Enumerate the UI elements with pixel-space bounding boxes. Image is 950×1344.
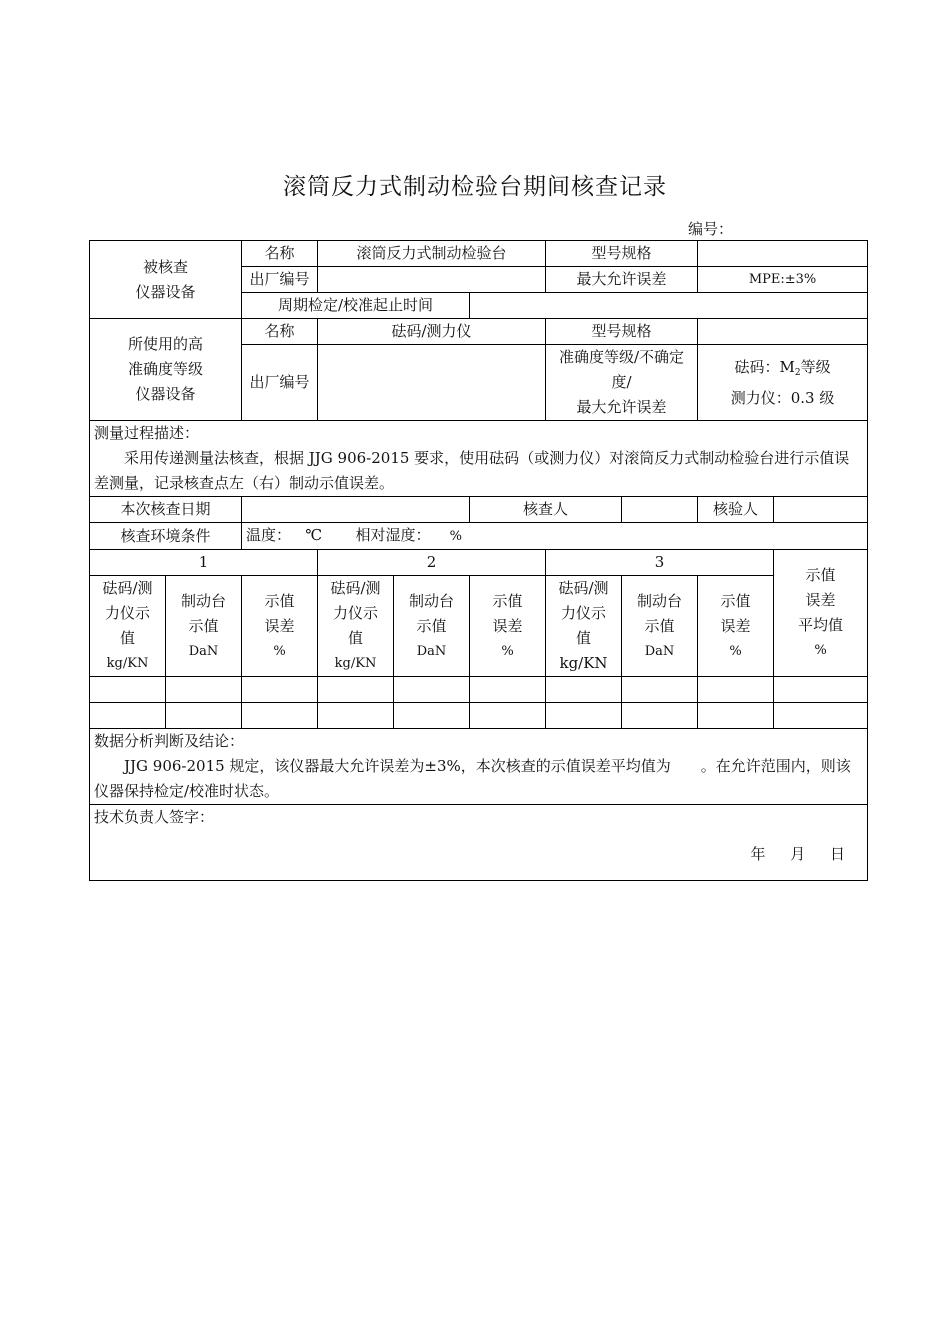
mpe-label: 最大允许误差 xyxy=(546,267,698,293)
g2-bench-header xyxy=(394,576,470,677)
g3-error-header xyxy=(698,576,774,677)
g1-bench-header xyxy=(166,576,242,677)
conclusion xyxy=(90,729,868,805)
period-value[interactable] xyxy=(470,293,868,319)
ref-accuracy-weight-post: 等级 xyxy=(800,357,831,376)
g2-weight-line2: 力仪示 xyxy=(333,604,379,622)
g1-error-header xyxy=(242,576,318,677)
ref-accuracy-label xyxy=(546,345,698,421)
humidity-unit: % xyxy=(449,529,462,544)
model-label: 型号规格 xyxy=(546,241,698,267)
ref-factory-no-label: 出厂编号 xyxy=(242,345,318,421)
period-label: 周期检定/校准起止时间 xyxy=(242,293,470,319)
g1-bench-line2: 示值 xyxy=(188,616,219,635)
g2-error-line2: 误差 xyxy=(492,616,523,635)
data-cell[interactable] xyxy=(622,677,698,703)
ref-model-value[interactable] xyxy=(698,319,868,345)
checked-device-label-line1: 被核查 xyxy=(143,257,189,276)
signature-block[interactable] xyxy=(90,805,868,881)
temp-unit: ℃ xyxy=(305,526,323,544)
avg-error-line1: 示值 xyxy=(805,566,836,584)
record-form xyxy=(89,240,868,881)
data-cell[interactable] xyxy=(318,703,394,729)
table-row xyxy=(90,677,868,703)
ref-accuracy-weight-sub: 2 xyxy=(794,367,801,378)
g1-bench-unit: DaN xyxy=(188,643,219,659)
ref-name-label: 名称 xyxy=(242,319,318,345)
ref-accuracy-label-line2: 最大允许误差 xyxy=(576,398,667,416)
ref-accuracy-weight-pre: 砝码：M xyxy=(734,357,795,376)
g1-weight-header xyxy=(90,576,166,677)
checked-device-label-line2: 仪器设备 xyxy=(135,282,196,301)
g2-bench-line1: 制动台 xyxy=(409,591,455,610)
reference-device-label-line1: 所使用的高 xyxy=(128,335,204,353)
g3-bench-header xyxy=(622,576,698,677)
serial-number-label: 编号： xyxy=(688,220,734,238)
table-row xyxy=(90,703,868,729)
data-cell[interactable] xyxy=(698,703,774,729)
signature-month: 月 xyxy=(790,845,806,863)
factory-no-value[interactable] xyxy=(318,267,546,293)
g1-weight-line2: 力仪示 xyxy=(104,604,150,622)
g3-error-line2: 误差 xyxy=(720,616,751,635)
signature-day: 日 xyxy=(830,845,846,863)
g2-weight-line1: 砝码/测 xyxy=(330,579,381,597)
reference-device-label xyxy=(90,319,242,421)
data-cell[interactable] xyxy=(394,703,470,729)
data-cell[interactable] xyxy=(242,677,318,703)
check-date-label: 本次核查日期 xyxy=(90,497,242,523)
g1-weight-unit: kg/KN xyxy=(106,656,149,671)
inspector-label: 核验人 xyxy=(698,497,774,523)
avg-error-line2: 误差 xyxy=(805,591,836,609)
g3-error-unit: % xyxy=(729,643,742,659)
name-value[interactable]: 滚筒反力式制动检验台 xyxy=(318,241,546,267)
signature-date xyxy=(94,842,863,867)
inspector-value[interactable] xyxy=(774,497,868,523)
reference-device-label-line2: 准确度等级 xyxy=(128,360,204,378)
g3-error-line1: 示值 xyxy=(720,591,751,610)
data-cell[interactable] xyxy=(318,677,394,703)
group-header-1: 1 xyxy=(90,550,318,576)
ref-accuracy-value-line2: 测力仪：0.3 级 xyxy=(730,388,835,407)
checker-value[interactable] xyxy=(622,497,698,523)
ref-accuracy-label-line1: 准确度等级/不确定度/ xyxy=(559,348,685,391)
process-heading: 测量过程描述： xyxy=(94,424,200,442)
signature-label: 技术负责人签字： xyxy=(94,808,215,826)
g3-bench-line2: 示值 xyxy=(644,616,675,635)
group-header-2: 2 xyxy=(318,550,546,576)
g2-bench-unit: DaN xyxy=(416,643,447,659)
data-cell[interactable] xyxy=(622,703,698,729)
data-cell[interactable] xyxy=(546,677,622,703)
humidity-label: 相对湿度： xyxy=(355,526,431,544)
data-cell[interactable] xyxy=(90,703,166,729)
ref-accuracy-value[interactable] xyxy=(698,345,868,421)
data-cell[interactable] xyxy=(166,703,242,729)
reference-device-label-line3: 仪器设备 xyxy=(135,385,196,403)
g3-weight-unit: 值 kg/KN xyxy=(559,629,608,672)
data-cell[interactable] xyxy=(698,677,774,703)
g2-weight-unit: kg/KN xyxy=(334,656,377,671)
data-cell[interactable] xyxy=(166,677,242,703)
checked-device-label xyxy=(90,241,242,319)
g3-weight-line1: 砝码/测 xyxy=(558,579,609,597)
ref-factory-no-value[interactable] xyxy=(318,345,546,421)
g2-weight-line3: 值 xyxy=(348,629,364,647)
g3-bench-unit: DaN xyxy=(644,643,675,659)
data-cell[interactable] xyxy=(242,703,318,729)
g2-error-unit: % xyxy=(501,643,514,659)
page-title: 滚筒反力式制动检验台期间核查记录 xyxy=(283,174,667,200)
group-header-3: 3 xyxy=(546,550,774,576)
g1-bench-line1: 制动台 xyxy=(181,591,227,610)
mpe-value[interactable]: MPE:±3% xyxy=(698,267,868,293)
g1-weight-line3: 值 xyxy=(119,629,135,647)
check-date-value[interactable] xyxy=(242,497,470,523)
data-cell[interactable] xyxy=(546,703,622,729)
signature-year: 年 xyxy=(750,845,766,863)
conclusion-text: JJG 906-2015 规定，该仪器最大允许误差为±3%，本次核查的示值误差平均值为 。在允许范围内，则该仪器保持检定/校准时状态。 xyxy=(94,757,851,800)
data-cell[interactable] xyxy=(90,677,166,703)
env-label: 核查环境条件 xyxy=(90,523,242,550)
data-cell[interactable] xyxy=(774,703,868,729)
avg-error-line3: 平均值 xyxy=(798,616,844,634)
g3-bench-line1: 制动台 xyxy=(637,591,683,610)
data-cell[interactable] xyxy=(470,677,546,703)
g2-error-line1: 示值 xyxy=(492,591,523,610)
avg-error-unit: % xyxy=(814,643,827,658)
checker-label: 核查人 xyxy=(470,497,622,523)
g3-weight-header xyxy=(546,576,622,677)
conclusion-heading: 数据分析判断及结论： xyxy=(94,732,245,750)
g1-error-line2: 误差 xyxy=(264,616,295,635)
g1-error-line1: 示值 xyxy=(264,591,295,610)
data-cell[interactable] xyxy=(470,703,546,729)
process-description xyxy=(90,421,868,497)
g2-weight-header xyxy=(318,576,394,677)
data-cell[interactable] xyxy=(394,677,470,703)
factory-no-label: 出厂编号 xyxy=(242,267,318,293)
avg-error-header xyxy=(774,550,868,677)
g2-error-header xyxy=(470,576,546,677)
name-label: 名称 xyxy=(242,241,318,267)
g3-weight-line2: 力仪示 xyxy=(561,604,607,622)
ref-model-label: 型号规格 xyxy=(546,319,698,345)
g1-weight-line1: 砝码/测 xyxy=(102,579,153,597)
g1-error-unit: % xyxy=(273,643,286,659)
env-values[interactable] xyxy=(242,523,868,550)
temp-label: 温度： xyxy=(246,526,292,544)
process-text: 采用传递测量法核查，根据 JJG 906-2015 要求，使用砝码（或测力仪）对滚筒反力式制动检验台进行示值误差测量，记录核查点左（右）制动示值误差。 xyxy=(94,449,850,492)
g2-bench-line2: 示值 xyxy=(416,616,447,635)
model-value[interactable] xyxy=(698,241,868,267)
ref-name-value[interactable]: 砝码/测力仪 xyxy=(318,319,546,345)
data-cell[interactable] xyxy=(774,677,868,703)
ref-accuracy-value-line1 xyxy=(702,355,863,386)
